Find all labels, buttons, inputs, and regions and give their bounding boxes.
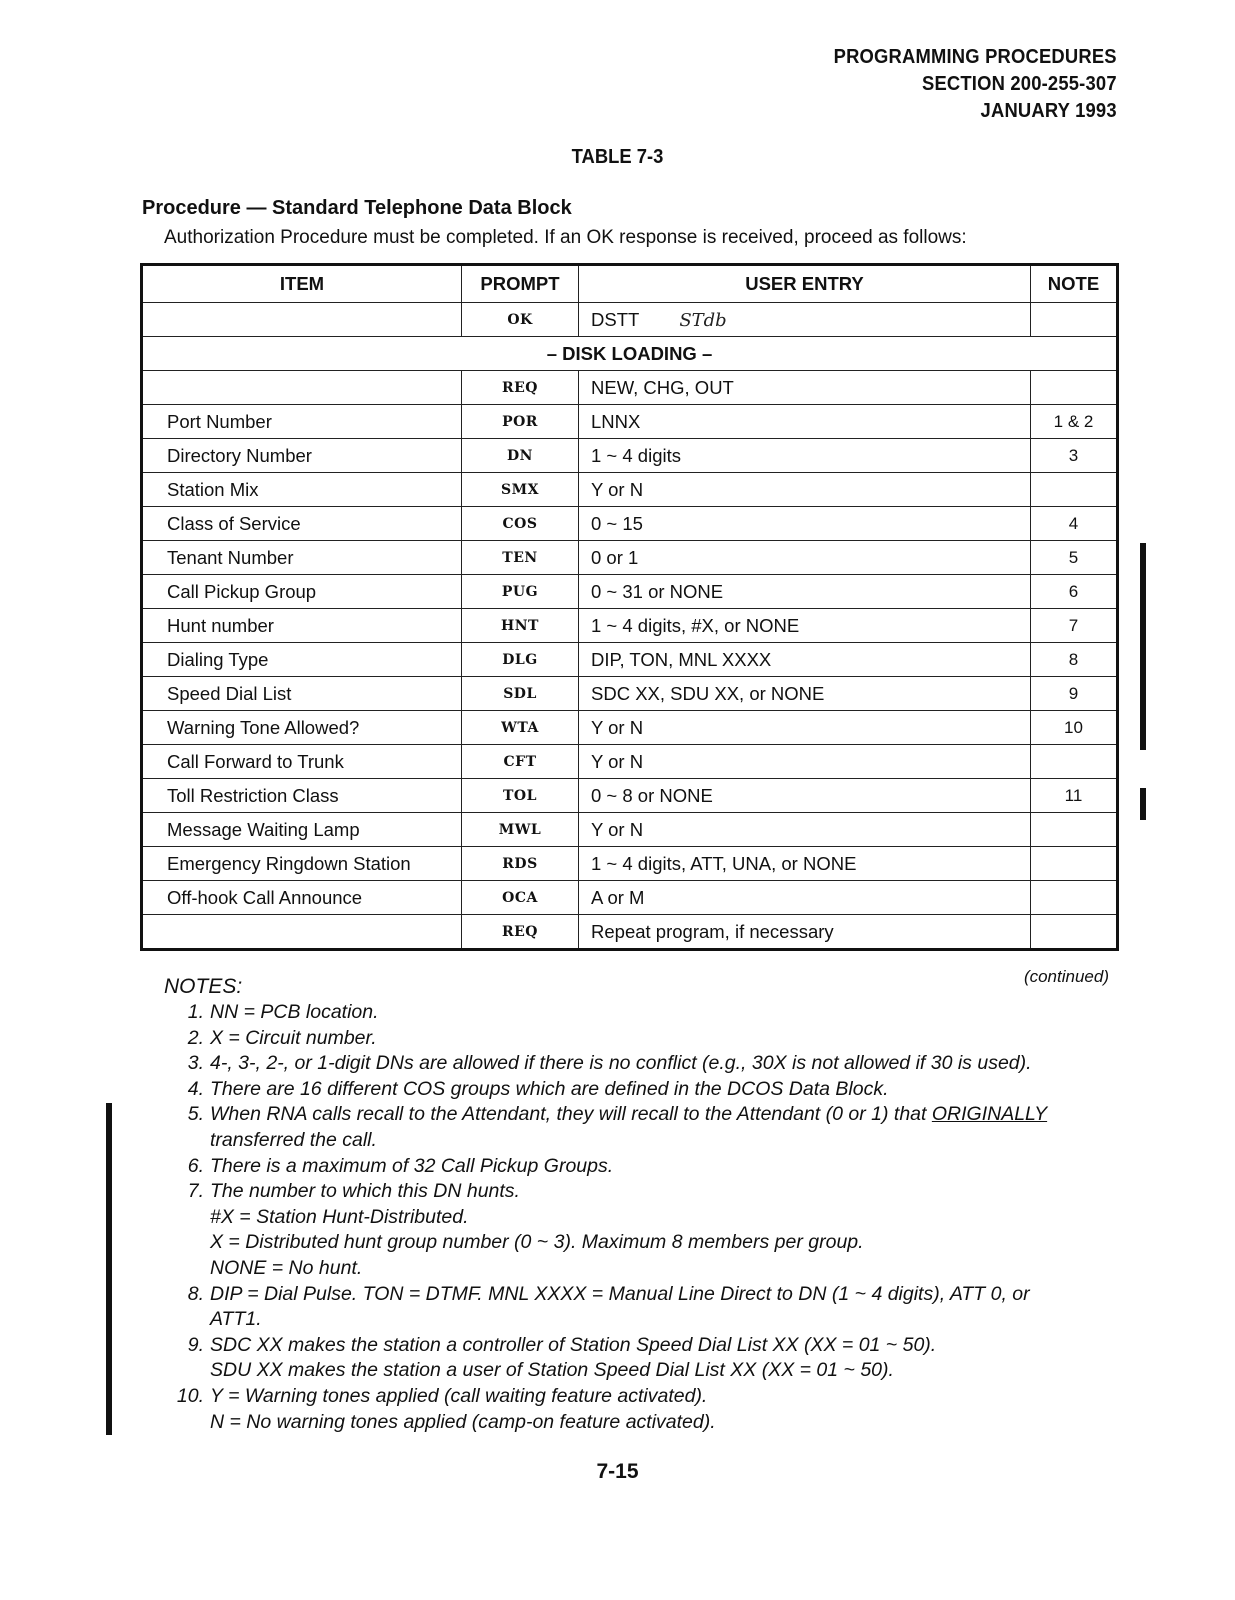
procedure-subtitle: Authorization Procedure must be completed. If an OK response is received, proceed as follows:	[164, 227, 967, 248]
cell-user-entry: Y or N	[579, 813, 1031, 847]
revision-bar	[1140, 543, 1146, 750]
cell-note	[1031, 745, 1118, 779]
cell-prompt: DN	[462, 439, 579, 473]
cell-note	[1031, 915, 1118, 950]
note-line	[210, 1026, 1120, 1052]
note-number: 4.	[187, 1077, 204, 1100]
cell-note	[1031, 881, 1118, 915]
note-line	[210, 1077, 1120, 1103]
cell-item	[142, 915, 462, 950]
table-row	[142, 881, 1118, 915]
note-underlined-text: ORIGINALLY	[931, 1103, 1048, 1126]
table-row	[142, 371, 1118, 405]
note-line	[210, 1000, 1120, 1026]
cell-prompt: POR	[462, 405, 579, 439]
note-text	[210, 1077, 1120, 1103]
cell-item: Message Waiting Lamp	[142, 813, 462, 847]
note-line-text: N = No warning tones applied (camp-on feature activated).	[210, 1410, 716, 1433]
note-line	[210, 1384, 1120, 1410]
cell-prompt: RDS	[462, 847, 579, 881]
note-item	[160, 1333, 1120, 1384]
note-line-text: SDU XX makes the station a user of Station Speed Dial List XX (XX = 01 ~ 50).	[210, 1359, 894, 1382]
section-row	[142, 337, 1118, 371]
cell-item: Off-hook Call Announce	[142, 881, 462, 915]
page-number: 7-15	[596, 1460, 639, 1483]
note-text	[210, 1384, 1120, 1435]
cell-user-entry: 0 ~ 8 or NONE	[579, 779, 1031, 813]
cell-user-entry: 0 ~ 31 or NONE	[579, 575, 1031, 609]
cell-prompt: CFT	[462, 745, 579, 779]
cell-item: Tenant Number	[142, 541, 462, 575]
cell-user-entry: A or M	[579, 881, 1031, 915]
cell-user-entry: LNNX	[579, 405, 1031, 439]
cell-user-entry	[579, 303, 1031, 337]
procedure-table	[140, 263, 1119, 951]
table-header-row	[142, 265, 1118, 303]
note-line	[210, 1256, 1120, 1282]
procedure-table-wrapper	[140, 263, 1116, 951]
note-line-text: 4-, 3-, 2-, or 1-digit DNs are allowed if there is no conflict (e.g., 30X is not allowed if 30 is used).	[210, 1052, 1032, 1075]
cell-note: 11	[1031, 779, 1118, 813]
note-line	[210, 1179, 1120, 1205]
note-line-text: There is a maximum of 32 Call Pickup Groups.	[210, 1154, 614, 1177]
note-number: 10.	[176, 1384, 204, 1407]
note-text	[210, 1282, 1120, 1333]
table-row	[142, 847, 1118, 881]
cell-prompt: TEN	[462, 541, 579, 575]
note-line	[210, 1230, 1120, 1256]
note-line-text: ATT1.	[210, 1308, 262, 1331]
cell-item: Station Mix	[142, 473, 462, 507]
cell-note: 9	[1031, 677, 1118, 711]
note-line-text: The number to which this DN hunts.	[210, 1180, 520, 1203]
note-text	[210, 1333, 1120, 1384]
note-item	[160, 1077, 1120, 1103]
cell-user-entry: 0 ~ 15	[579, 507, 1031, 541]
cell-user-entry: Y or N	[579, 745, 1031, 779]
cell-prompt: COS	[462, 507, 579, 541]
table-row	[142, 609, 1118, 643]
header-user-entry: USER ENTRY	[579, 265, 1031, 303]
note-line	[210, 1307, 1120, 1333]
table-title: TABLE 7-3	[571, 146, 664, 168]
note-number: 1.	[187, 1001, 204, 1023]
note-line-text: NONE = No hunt.	[210, 1256, 363, 1279]
note-item	[160, 1051, 1120, 1077]
note-number: 8.	[187, 1282, 204, 1305]
cell-prompt: OCA	[462, 881, 579, 915]
cell-user-entry: 0 or 1	[579, 541, 1031, 575]
note-number: 7.	[187, 1180, 204, 1203]
note-line-text: X = Distributed hunt group number (0 ~ 3). Maximum 8 members per group.	[210, 1231, 864, 1254]
note-text	[210, 1179, 1120, 1281]
table-row	[142, 405, 1118, 439]
note-line-text: When RNA calls recall to the Attendant, they will recall to the Attendant (0 or 1) that	[210, 1103, 932, 1126]
cell-prompt: HNT	[462, 609, 579, 643]
cell-item: Call Pickup Group	[142, 575, 462, 609]
note-line-text: transferred the call.	[210, 1128, 377, 1151]
note-item	[160, 1282, 1120, 1333]
header-prompt: PROMPT	[462, 265, 579, 303]
cell-user-entry: Y or N	[579, 711, 1031, 745]
cell-note	[1031, 371, 1118, 405]
cell-prompt: REQ	[462, 371, 579, 405]
cell-user-entry: Y or N	[579, 473, 1031, 507]
cell-note: 7	[1031, 609, 1118, 643]
note-line	[210, 1358, 1120, 1384]
note-line	[210, 1102, 1120, 1128]
table-row	[142, 677, 1118, 711]
table-row	[142, 507, 1118, 541]
note-item	[160, 1154, 1120, 1180]
continued-label: (continued)	[1023, 967, 1109, 986]
note-item	[160, 1384, 1120, 1435]
cell-note: 4	[1031, 507, 1118, 541]
cell-note	[1031, 473, 1118, 507]
cell-item: Directory Number	[142, 439, 462, 473]
note-text	[210, 1154, 1120, 1180]
note-item	[160, 1000, 1120, 1026]
cell-note: 5	[1031, 541, 1118, 575]
note-line-text: There are 16 different COS groups which are defined in the DCOS Data Block.	[210, 1077, 889, 1100]
cell-prompt: SDL	[462, 677, 579, 711]
note-line	[210, 1410, 1120, 1436]
cell-user-entry: 1 ~ 4 digits, #X, or NONE	[579, 609, 1031, 643]
cell-note	[1031, 813, 1118, 847]
cell-item: Speed Dial List	[142, 677, 462, 711]
table-row	[142, 473, 1118, 507]
cell-item: Port Number	[142, 405, 462, 439]
note-line	[210, 1282, 1120, 1308]
cell-note: 10	[1031, 711, 1118, 745]
note-number: 2.	[187, 1026, 204, 1049]
section-label: – DISK LOADING –	[142, 337, 1118, 371]
cell-note	[1031, 847, 1118, 881]
note-line-text: #X = Station Hunt-Distributed.	[210, 1205, 469, 1228]
cell-item	[142, 371, 462, 405]
note-line-text: DIP = Dial Pulse. TON = DTMF. MNL XXXX = Manual Line Direct to DN (1 ~ 4 digits), ATT 0, or	[210, 1282, 1030, 1305]
table-row	[142, 575, 1118, 609]
table-row	[142, 711, 1118, 745]
table-row	[142, 779, 1118, 813]
note-line	[210, 1128, 1120, 1154]
note-line	[210, 1051, 1120, 1077]
page-header	[834, 44, 1117, 125]
revision-bar	[1140, 788, 1146, 820]
cell-prompt: MWL	[462, 813, 579, 847]
cell-prompt: REQ	[462, 915, 579, 950]
header-line-1: PROGRAMMING PROCEDURES	[833, 46, 1117, 68]
cell-user-entry: DIP, TON, MNL XXXX	[579, 643, 1031, 677]
cell-note: 8	[1031, 643, 1118, 677]
cell-prompt: OK	[462, 303, 579, 337]
note-number: 6.	[187, 1154, 204, 1177]
header-item: ITEM	[142, 265, 462, 303]
cell-prompt: SMX	[462, 473, 579, 507]
cell-user-entry: NEW, CHG, OUT	[579, 371, 1031, 405]
cell-item: Emergency Ringdown Station	[142, 847, 462, 881]
header-line-3: JANUARY 1993	[980, 100, 1117, 122]
note-text	[210, 1026, 1120, 1052]
table-row	[142, 439, 1118, 473]
cell-item: Dialing Type	[142, 643, 462, 677]
note-line-text: X = Circuit number.	[210, 1026, 377, 1049]
notes-heading: NOTES:	[164, 975, 243, 998]
notes-list	[160, 1000, 1120, 1435]
cell-item: Hunt number	[142, 609, 462, 643]
cell-prompt: DLG	[462, 643, 579, 677]
cell-item: Class of Service	[142, 507, 462, 541]
note-item	[160, 1102, 1120, 1153]
cell-note: 6	[1031, 575, 1118, 609]
header-line-2: SECTION 200-255-307	[922, 73, 1117, 95]
cell-prompt: PUG	[462, 575, 579, 609]
header-note: NOTE	[1031, 265, 1118, 303]
cell-note	[1031, 303, 1118, 337]
cell-user-entry: Repeat program, if necessary	[579, 915, 1031, 950]
note-line	[210, 1333, 1120, 1359]
cell-user-entry: 1 ~ 4 digits	[579, 439, 1031, 473]
note-line	[210, 1205, 1120, 1231]
note-number: 5.	[187, 1103, 204, 1126]
note-number: 9.	[187, 1333, 204, 1356]
cell-user-entry: SDC XX, SDU XX, or NONE	[579, 677, 1031, 711]
note-text	[210, 1051, 1120, 1077]
note-item	[160, 1179, 1120, 1281]
note-line-text: SDC XX makes the station a controller of Station Speed Dial List XX (XX = 01 ~ 50).	[210, 1333, 937, 1356]
cell-note: 3	[1031, 439, 1118, 473]
note-line	[210, 1154, 1120, 1180]
cell-prompt: TOL	[462, 779, 579, 813]
procedure-title: Procedure — Standard Telephone Data Block	[142, 197, 572, 219]
cell-item: Warning Tone Allowed?	[142, 711, 462, 745]
handwritten-annotation: STdb	[679, 309, 727, 331]
note-line-text: Y = Warning tones applied (call waiting feature activated).	[210, 1384, 708, 1407]
note-number: 3.	[187, 1052, 204, 1075]
cell-item: Toll Restriction Class	[142, 779, 462, 813]
note-line-text: NN = PCB location.	[210, 1001, 379, 1023]
cell-note: 1 & 2	[1031, 405, 1118, 439]
cell-user-entry: 1 ~ 4 digits, ATT, UNA, or NONE	[579, 847, 1031, 881]
note-text	[210, 1102, 1120, 1153]
table-row-ok	[142, 303, 1118, 337]
table-row	[142, 813, 1118, 847]
table-row	[142, 915, 1118, 950]
table-row	[142, 541, 1118, 575]
table-row	[142, 643, 1118, 677]
cell-item: Call Forward to Trunk	[142, 745, 462, 779]
note-text	[210, 1000, 1120, 1026]
note-item	[160, 1026, 1120, 1052]
cell-prompt: WTA	[462, 711, 579, 745]
entry-text: DSTT	[591, 308, 640, 330]
revision-bar	[106, 1103, 112, 1435]
table-row	[142, 745, 1118, 779]
cell-item	[142, 303, 462, 337]
